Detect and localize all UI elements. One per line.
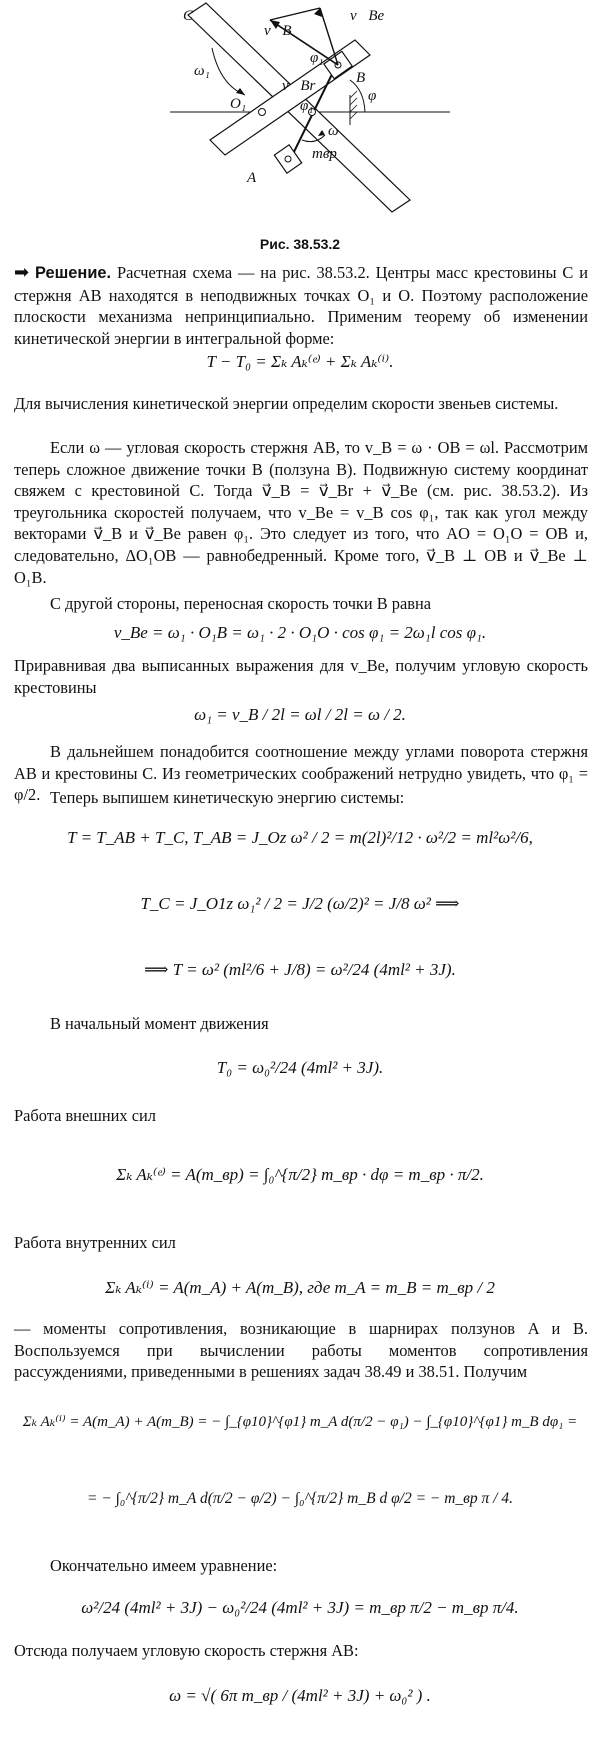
solution-heading: Решение. — [35, 264, 112, 282]
mechanism-figure — [150, 0, 450, 230]
arrow-right-icon: ➡ — [14, 262, 30, 283]
label-o1: O₁ — [230, 96, 247, 112]
equation-10: Σₖ Aₖ⁽ⁱ⁾ = A(m_A) + A(m_B) = − ∫_{φ10}^{φ1} m_A d(π/2 − φ₁) − ∫_{φ10}^{φ1} m_B dφ₁ = — [22, 1414, 578, 1430]
paragraph-2: Для вычисления кинетической энергии определим скорости звеньев системы. — [14, 394, 559, 413]
paragraph-5: Приравнивая два выписанных выражения для v_Be, получим угловую скорость крестовины — [14, 656, 588, 697]
equation-8: Σₖ Aₖ⁽ᵉ⁾ = A(m_вр) = ∫₀^{π/2} m_вр · dφ = m_вр · π/2. — [116, 1165, 484, 1184]
equation-1: T − T₀ = Σₖ Aₖ⁽ᵉ⁾ + Σₖ Aₖ⁽ⁱ⁾. — [206, 352, 394, 371]
paragraph-12: Окончательно имеем уравнение: — [50, 1556, 278, 1575]
figure-caption: Рис. 38.53.2 — [259, 236, 341, 252]
paragraph-9: Работа внешних сил — [14, 1106, 156, 1125]
label-a: A — [247, 170, 257, 186]
paragraph-13: Отсюда получаем угловую скорость стержня AB: — [14, 1641, 359, 1660]
paragraph-3: Если ω — угловая скорость стержня AB, то v_B = ω · OB = ωl. Рассмотрим теперь сложное движение точки B (ползуна B). Подвижную систему координат свяжем с крестовиной C. Тогда v⃗_B = v⃗_Br + v⃗_Be (см. рис. 38.53.2). Из треугольника скоростей получаем, что v_Be = v_B cos φ₁, так как угол между векторами v⃗_B и v⃗_Be равен φ₁. Это следует из того, что AO = O₁O = OB и, следовательно, ΔO₁OB — равнобедренный. Кроме того, v⃗_B ⊥ OB и v⃗_Be ⊥ O₁B. — [14, 438, 588, 587]
label-mvr: mвр — [312, 146, 337, 162]
label-vbr: v⃗Br — [282, 78, 316, 94]
paragraph-10: Работа внутренних сил — [14, 1233, 176, 1252]
p1-text: Расчетная схема — на рис. 38.53.2. Центры масс крестовины C и стержня AB находятся в неподвижных точках O₁ и O. Поэтому расположение плоскости механизма непринципиально. Применим теорему об изменении кинетической энергии в интегральной форме: — [14, 263, 588, 348]
equation-3: ω₁ = v_B / 2l = ωl / 2l = ω / 2. — [194, 705, 406, 724]
solution-paragraph-1 — [14, 262, 588, 349]
equation-11: = − ∫₀^{π/2} m_A d(π/2 − φ/2) − ∫₀^{π/2} m_B d φ/2 = − m_вр π / 4. — [87, 1490, 513, 1507]
equation-7: T₀ = ω₀²/24 (4ml² + 3J). — [216, 1058, 384, 1077]
equation-5: T_C = J_O1z ω₁² / 2 = J/2 (ω/2)² = J/8 ω² ⟹ — [140, 894, 460, 913]
equation-4: T = T_AB + T_C, T_AB = J_Oz ω² / 2 = m(2l)²/12 · ω²/2 = ml²ω²/6, — [67, 828, 533, 847]
label-c: C — [183, 8, 194, 24]
equation-2: v_Be = ω₁ · O₁B = ω₁ · 2 · O₁O · cos φ₁ = 2ω₁l cos φ₁. — [113, 623, 487, 642]
pivot-o1 — [259, 109, 266, 116]
equation-9: Σₖ Aₖ⁽ⁱ⁾ = A(m_A) + A(m_B), где m_A = m_B = m_вр / 2 — [105, 1278, 495, 1297]
label-vb: v⃗B — [264, 23, 292, 39]
label-phi: φ — [368, 88, 377, 104]
label-b: B — [356, 70, 366, 86]
cross-bar-c — [188, 3, 410, 212]
equation-12: ω²/24 (4ml² + 3J) − ω₀²/24 (4ml² + 3J) = m_вр π/2 − m_вр π/4. — [81, 1598, 519, 1617]
label-vbe: v⃗Be — [350, 8, 385, 24]
paragraph-7: Теперь выпишем кинетическую энергию системы: — [50, 788, 405, 807]
label-phi1-top: φ₁ — [310, 50, 324, 66]
paragraph-4: С другой стороны, переносная скорость точки B равна — [50, 594, 432, 613]
label-phi1-mid: φ₁ — [300, 98, 314, 114]
label-omega: ω — [328, 123, 339, 139]
equation-6: ⟹ T = ω² (ml²/6 + J/8) = ω²/24 (4ml² + 3J). — [144, 960, 456, 979]
paragraph-11: — моменты сопротивления, возникающие в шарнирах ползунов A и B. Воспользуемся при вычислении работы моментов сопротивления рассуждениями, приведенными в решениях задач 38.49 и 38.51. Получим — [14, 1319, 588, 1382]
equation-13: ω = √( 6π m_вр / (4ml² + 3J) + ω₀² ) . — [169, 1686, 431, 1705]
label-omega1: ω₁ — [194, 63, 210, 79]
paragraph-6: В дальнейшем понадобится соотношение между углами поворота стержня AB и крестовины C. Из геометрических соображений нетрудно увидеть, что φ₁ = φ/2. — [14, 742, 588, 805]
paragraph-8: В начальный момент движения — [50, 1014, 269, 1033]
